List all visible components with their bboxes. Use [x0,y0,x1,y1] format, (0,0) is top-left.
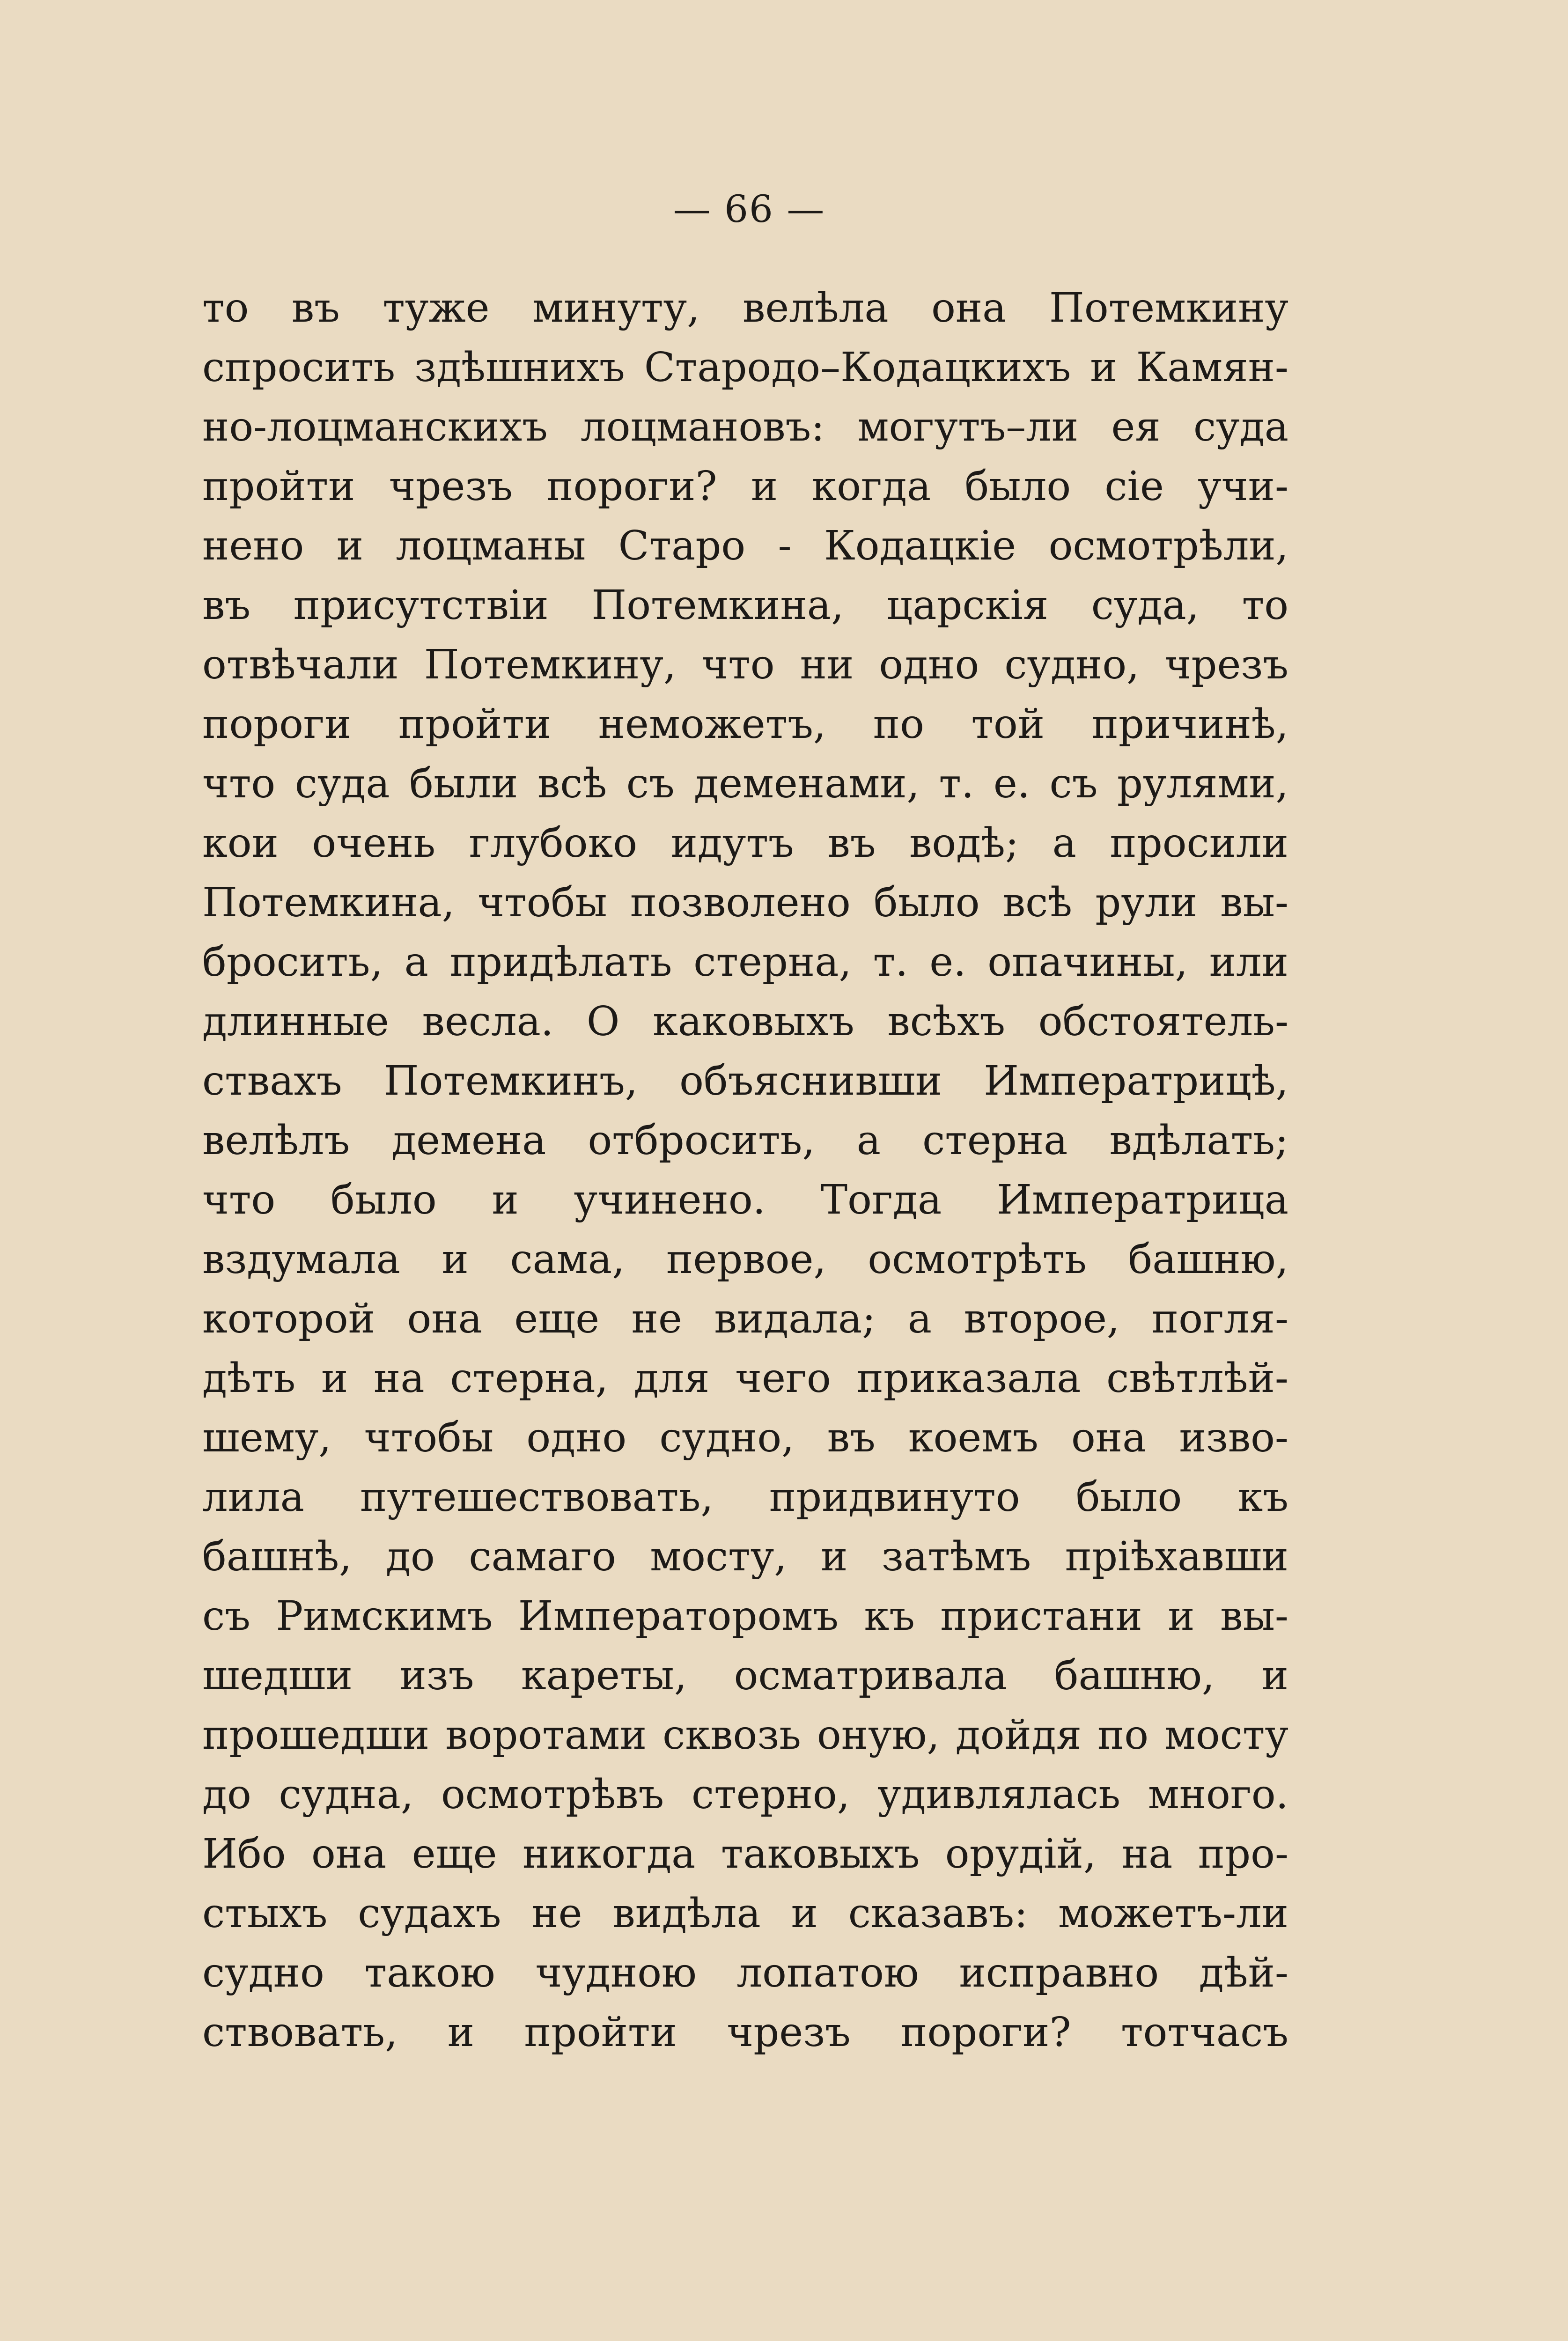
text-line: шедши изъ кареты, осматривала башню, и [202,1652,1288,1699]
text-line: дѣть и на стерна, для чего приказала свѣтлѣй- [202,1355,1288,1402]
text-line: длинные весла. О каковыхъ всѣхъ обстоятель- [202,998,1288,1045]
text-line: бросить, а придѣлать стерна, т. е. опачины, или [202,939,1288,986]
text-line: лила путешествовать, придвинуто было къ [202,1474,1288,1521]
text-line: что было и учинено. Тогда Императрица [202,1177,1288,1223]
text-line: въ присутствіи Потемкина, царскія суда, то [202,582,1288,629]
text-line: кои очень глубоко идутъ въ водѣ; а просили [202,820,1288,867]
text-line: Ибо она еще никогда таковыхъ орудій, на про- [202,1831,1288,1877]
text-line: отвѣчали Потемкину, что ни одно судно, чрезъ [202,641,1288,688]
text-line: вздумала и сама, первое, осмотрѣть башню, [202,1236,1288,1283]
body-text [202,279,1288,2062]
text-line: пройти чрезъ пороги? и когда было сіе учи- [202,463,1288,510]
text-line: то въ туже минуту, велѣла она Потемкину [202,285,1288,331]
text-line: судно такою чудною лопатою исправно дѣй- [202,1950,1288,1996]
text-line: но-лоцманскихъ лоцмановъ: могутъ–ли ея суда [202,404,1288,450]
text-line: шему, чтобы одно судно, въ коемъ она изво- [202,1414,1288,1461]
text-line: спросить здѣшнихъ Стародо–Кодацкихъ и Камян- [202,344,1288,391]
text-line: пороги пройти неможетъ, по той причинѣ, [202,701,1288,748]
text-line: прошедши воротами сквозь оную, дойдя по мосту [202,1712,1288,1759]
text-line: Потемкина, чтобы позволено было всѣ рули вы- [202,879,1288,926]
text-line: башнѣ, до самаго мосту, и затѣмъ пріѣхавши [202,1533,1288,1580]
text-line: ствовать, и пройти чрезъ пороги? тотчасъ [202,2009,1288,2056]
text-line: ствахъ Потемкинъ, объяснивши Императрицѣ, [202,1058,1288,1104]
page-number: — 66 — [673,187,825,231]
text-line: нено и лоцманы Старо - Кодацкіе осмотрѣли, [202,523,1288,569]
text-line: стыхъ судахъ не видѣла и сказавъ: можетъ-ли [202,1890,1288,1937]
text-line: съ Римскимъ Императоромъ къ пристани и вы- [202,1593,1288,1640]
text-line: до судна, осмотрѣвъ стерно, удивлялась много. [202,1771,1288,1818]
text-line: велѣлъ демена отбросить, а стерна вдѣлать; [202,1117,1288,1164]
text-line: которой она еще не видала; а второе, погля- [202,1296,1288,1342]
text-line: что суда были всѣ съ деменами, т. е. съ рулями, [202,760,1288,807]
